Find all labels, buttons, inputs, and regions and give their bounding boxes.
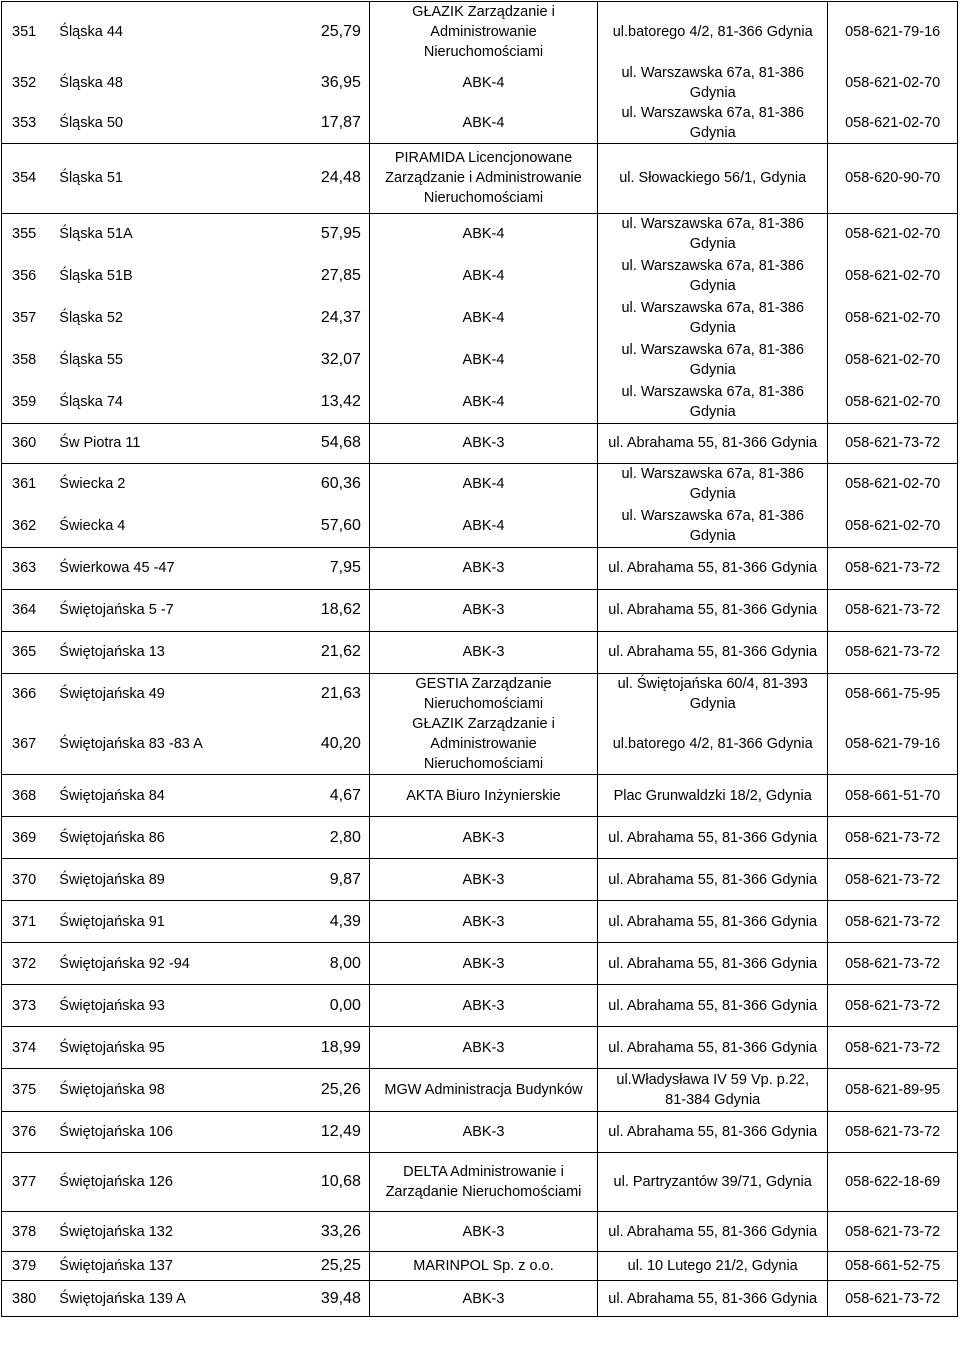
row-number: 355 [2,213,57,255]
administrator [369,339,597,381]
administrator-line: DELTA Administrowanie i [403,1164,564,1180]
admin-address [598,943,828,985]
street-name: Świętojańska 86 [56,817,308,859]
admin-address [598,339,828,381]
area-value: 54,68 [309,423,370,463]
administrator-line: ABK-4 [462,74,505,91]
admin-address [598,1112,828,1153]
area-value: 33,26 [309,1212,370,1252]
admin-address [598,297,828,339]
admin-address-line: ul. Abrahama 55, 81-366 Gdynia [608,829,818,846]
phone-number: 058-621-02-70 [828,381,958,423]
administrator-line: ABK-3 [462,1290,505,1307]
admin-address [598,423,828,463]
table-row [2,1212,958,1252]
table-row [2,943,958,985]
area-value: 10,68 [309,1153,370,1212]
administrator-line: Nieruchomościami [423,190,544,206]
area-value: 40,20 [309,714,370,775]
admin-address-line: ul. Abrahama 55, 81-366 Gdynia [608,871,818,888]
admin-address [598,505,828,547]
street-name: Świętojańska 126 [56,1153,308,1212]
phone-number: 058-621-79-16 [828,2,958,63]
street-name: Świętojańska 83 -83 A [56,714,308,775]
table-row [2,901,958,943]
row-number: 378 [2,1212,57,1252]
row-number: 375 [2,1069,57,1112]
area-value: 32,07 [309,339,370,381]
row-number: 368 [2,775,57,817]
administrator-line: ABK-4 [462,393,505,410]
admin-address-line: ul. Abrahama 55, 81-366 Gdynia [608,560,818,576]
phone-number: 058-621-73-72 [828,901,958,943]
administrator [369,297,597,339]
phone-number: 058-621-02-70 [828,505,958,547]
area-value: 25,26 [309,1069,370,1112]
row-number: 361 [2,463,57,505]
administrator-line: ABK-4 [462,517,505,534]
phone-number: 058-620-90-70 [828,143,958,213]
administrator-line: Administrowanie [430,736,537,752]
street-name: Śląska 51 [56,143,308,213]
administrator-line: ABK-3 [462,829,505,846]
administrator-line: Nieruchomościami [423,756,544,772]
administrator [369,943,597,985]
administrator [369,775,597,817]
phone-number: 058-621-02-70 [828,213,958,255]
street-name: Świętojańska 13 [56,631,308,673]
row-number: 369 [2,817,57,859]
phone-number: 058-621-73-72 [828,631,958,673]
admin-address-line: ul. Abrahama 55, 81-366 Gdynia [608,1290,818,1307]
admin-address [598,1252,828,1281]
street-name: Świętojańska 139 A [56,1281,308,1317]
admin-address-line: ul. Abrahama 55, 81-366 Gdynia [608,997,818,1014]
phone-number: 058-661-75-95 [828,673,958,714]
street-name: Świętojańska 98 [56,1069,308,1112]
admin-address-line: ul. Warszawska 67a, 81-386 [621,258,804,274]
table-row [2,1069,958,1112]
administrator [369,103,597,144]
administrator-line: MGW Administracja Budynków [384,1082,583,1098]
admin-address-line: Gdynia [689,695,736,712]
administrator [369,859,597,901]
admin-address-line: ul. Abrahama 55, 81-366 Gdynia [608,955,818,972]
street-name: Świecka 2 [56,463,308,505]
street-name: Śląska 55 [59,352,123,368]
admin-address-line: ul. Warszawska 67a, 81-386 [621,64,804,81]
row-number: 363 [2,547,57,589]
admin-address-line: Gdynia [689,84,736,101]
area-value: 9,87 [309,859,370,901]
admin-address [598,1153,828,1212]
table-row [2,297,958,339]
phone-number: 058-621-73-72 [828,1281,958,1317]
area-value: 24,48 [309,143,370,213]
admin-address-line: Gdynia [689,124,736,141]
area-value: 60,36 [309,463,370,505]
admin-address-line: ul. Warszawska 67a, 81-386 [621,383,804,400]
administrator [369,901,597,943]
area-value: 25,79 [309,2,370,63]
street-name: Świętojańska 95 [56,1027,308,1069]
area-value: 57,95 [309,213,370,255]
administrator [369,1112,597,1153]
administrator [369,547,597,589]
administrator [369,143,597,213]
admin-address [598,103,828,144]
street-name: Św Piotra 11 [56,423,308,463]
street-name: Śląska 51B [59,268,133,284]
area-value: 4,39 [309,901,370,943]
street-name: Świętojańska 106 [56,1112,308,1153]
row-number: 356 [2,255,57,297]
administrator [369,1212,597,1252]
administrator [369,381,597,423]
admin-address-line: ul. Świętojańska 60/4, 81-393 [617,675,808,692]
administrator-line: GŁAZIK Zarządzanie i [412,716,555,732]
row-number: 366 [2,673,57,714]
phone-number: 058-621-79-16 [828,714,958,775]
phone-number: 058-621-02-70 [828,103,958,144]
area-value: 12,49 [309,1112,370,1153]
admin-address-line: Gdynia [689,236,736,253]
admin-address [598,1281,828,1317]
administrator-line: Nieruchomościami [423,695,544,712]
street-name: Świętojańska 92 -94 [56,943,308,985]
administrator [369,817,597,859]
phone-number: 058-622-18-69 [828,1153,958,1212]
street-name: Śląska 51A [56,213,308,255]
admin-address-line: ul. Warszawska 67a, 81-386 [621,216,804,233]
admin-address [598,463,828,505]
administrator-line: Zarządzanie i Administrowanie [385,170,582,186]
admin-address [598,901,828,943]
administrator-line: GESTIA Zarządzanie [415,675,552,692]
administrator-line: ABK-3 [462,1223,505,1240]
area-value: 8,00 [309,943,370,985]
phone-number: 058-621-73-72 [828,1112,958,1153]
admin-address-line: Gdynia [689,527,736,544]
administrator [369,463,597,505]
table-row [2,143,958,213]
row-number: 352 [2,63,57,103]
table-row [2,775,958,817]
area-value: 24,37 [309,297,370,339]
phone-number: 058-621-73-72 [828,589,958,631]
row-number: 367 [2,714,57,775]
admin-address [598,1212,828,1252]
admin-address [598,255,828,297]
phone-number: 058-621-02-70 [828,463,958,505]
administrator-line: ABK-4 [462,476,505,493]
administrator-line: ABK-3 [462,644,505,660]
area-value: 21,62 [309,631,370,673]
administrator-line: ABK-3 [462,1039,505,1056]
area-value: 57,60 [309,505,370,547]
row-number: 380 [2,1281,57,1317]
admin-address [598,63,828,103]
phone-number: 058-621-73-72 [828,1212,958,1252]
administrator [369,63,597,103]
area-value: 7,95 [309,547,370,589]
admin-address-line: ul. Warszawska 67a, 81-386 [621,507,804,524]
administrator-line: ABK-3 [462,560,505,576]
administrator-line: ABK-3 [462,435,505,451]
administrator [369,1281,597,1317]
table-row [2,1252,958,1281]
admin-address [598,143,828,213]
row-number: 360 [2,423,57,463]
phone-number: 058-621-89-95 [828,1069,958,1112]
area-value: 17,87 [309,103,370,144]
row-number: 365 [2,631,57,673]
property-table [1,1,958,1317]
admin-address [598,589,828,631]
table-row [2,1281,958,1317]
row-number: 376 [2,1112,57,1153]
admin-address [598,985,828,1027]
area-value: 21,63 [309,673,370,714]
table-row [2,547,958,589]
administrator-line: Nieruchomościami [423,44,544,61]
admin-address-line: ul. Warszawska 67a, 81-386 [621,300,804,316]
administrator [369,2,597,63]
street-name: Śląska 50 [56,103,308,144]
street-name: Świętojańska 93 [56,985,308,1027]
property-table-body [2,2,958,1317]
admin-address [598,547,828,589]
administrator [369,631,597,673]
administrator-line: ABK-3 [462,955,505,972]
table-row [2,1027,958,1069]
admin-address-line: ul. Abrahama 55, 81-366 Gdynia [608,913,818,930]
phone-number: 058-621-02-70 [828,297,958,339]
table-row [2,63,958,103]
table-row [2,1112,958,1153]
table-row [2,817,958,859]
table-row [2,985,958,1027]
table-row [2,103,958,144]
administrator-line: ABK-4 [462,114,505,131]
street-name: Świętojańska 132 [56,1212,308,1252]
admin-address [598,1069,828,1112]
administrator-line: ABK-3 [462,602,505,618]
administrator-line: ABK-4 [462,352,505,368]
street-name: Śląska 52 [59,310,123,326]
area-value: 36,95 [309,63,370,103]
admin-address-line: Gdynia [689,362,736,378]
administrator-line: Administrowanie [430,24,537,41]
phone-number: 058-621-73-72 [828,1027,958,1069]
admin-address-line: Gdynia [689,403,736,420]
street-name: Świerkowa 45 -47 [56,547,308,589]
phone-number: 058-661-52-75 [828,1252,958,1281]
table-row [2,2,958,63]
table-row [2,255,958,297]
admin-address-line: ul. Abrahama 55, 81-366 Gdynia [608,435,818,451]
row-number: 359 [2,381,57,423]
administrator [369,1153,597,1212]
administrator-line: ABK-3 [462,913,505,930]
administrator-line: ABK-3 [462,1124,505,1140]
admin-address-line: ul.batorego 4/2, 81-366 Gdynia [612,736,813,752]
table-row [2,1153,958,1212]
phone-number: 058-621-73-72 [828,817,958,859]
phone-number: 058-661-51-70 [828,775,958,817]
area-value: 18,99 [309,1027,370,1069]
phone-number: 058-621-73-72 [828,423,958,463]
admin-address-line: ul. 10 Lutego 21/2, Gdynia [627,1258,798,1274]
area-value: 27,85 [309,255,370,297]
administrator-line: Zarządanie Nieruchomościami [385,1184,582,1200]
table-row [2,714,958,775]
admin-address-line: ul.Władysława IV 59 Vp. p.22, [616,1072,810,1088]
area-value: 25,25 [309,1252,370,1281]
admin-address-line: ul. Warszawska 67a, 81-386 [621,104,804,121]
area-value: 18,62 [309,589,370,631]
row-number: 372 [2,943,57,985]
admin-address-line: ul. Abrahama 55, 81-366 Gdynia [608,602,818,618]
street-name: Śląska 48 [59,74,123,91]
row-number: 353 [2,103,57,144]
admin-address [598,631,828,673]
admin-address [598,673,828,714]
row-number: 371 [2,901,57,943]
admin-address [598,2,828,63]
admin-address-line: ul. Warszawska 67a, 81-386 [621,466,804,483]
area-value: 0,00 [309,985,370,1027]
street-name: Świętojańska 91 [56,901,308,943]
admin-address-line: Gdynia [689,278,736,294]
row-number: 377 [2,1153,57,1212]
administrator [369,505,597,547]
row-number: 362 [2,505,57,547]
administrator [369,213,597,255]
phone-number: 058-621-02-70 [828,339,958,381]
administrator [369,673,597,714]
table-row [2,381,958,423]
admin-address-line: ul. Abrahama 55, 81-366 Gdynia [608,1223,818,1240]
administrator [369,589,597,631]
table-row [2,673,958,714]
administrator [369,714,597,775]
row-number: 351 [2,2,57,63]
area-value: 39,48 [309,1281,370,1317]
street-name: Śląska 44 [56,2,308,63]
admin-address-line: 81-384 Gdynia [665,1092,761,1108]
administrator-line: ABK-4 [462,268,505,284]
street-name: Świętojańska 137 [56,1252,308,1281]
row-number: 357 [2,297,57,339]
street-name: Świętojańska 84 [56,775,308,817]
administrator [369,1252,597,1281]
admin-address-line: ul. Słowackiego 56/1, Gdynia [619,170,807,186]
street-name: Świętojańska 49 [56,673,308,714]
admin-address-line: ul. Abrahama 55, 81-366 Gdynia [608,644,818,660]
administrator-line: GŁAZIK Zarządzanie i [412,4,555,21]
administrator-line: ABK-3 [462,871,505,888]
admin-address [598,817,828,859]
admin-address-line: ul. Partryzantów 39/71, Gdynia [613,1174,812,1190]
phone-number: 058-621-73-72 [828,985,958,1027]
administrator-line: AKTA Biuro Inżynierskie [406,787,561,804]
administrator [369,1069,597,1112]
phone-number: 058-621-02-70 [828,255,958,297]
admin-address [598,714,828,775]
street-name: Śląska 74 [56,381,308,423]
administrator-line: PIRAMIDA Licencjonowane [394,150,573,166]
administrator-line: MARINPOL Sp. z o.o. [413,1258,554,1274]
table-row [2,339,958,381]
admin-address-line: ul.batorego 4/2, 81-366 Gdynia [612,24,813,41]
area-value: 4,67 [309,775,370,817]
phone-number: 058-621-02-70 [828,63,958,103]
row-number: 354 [2,143,57,213]
admin-address [598,213,828,255]
administrator [369,985,597,1027]
administrator [369,1027,597,1069]
admin-address [598,1027,828,1069]
row-number: 358 [2,339,57,381]
phone-number: 058-621-73-72 [828,547,958,589]
admin-address-line: ul. Warszawska 67a, 81-386 [621,342,804,358]
phone-number: 058-621-73-72 [828,859,958,901]
admin-address [598,775,828,817]
admin-address-line: Plac Grunwaldzki 18/2, Gdynia [613,787,812,804]
row-number: 370 [2,859,57,901]
table-row [2,589,958,631]
table-row [2,423,958,463]
administrator-line: ABK-3 [462,997,505,1014]
row-number: 379 [2,1252,57,1281]
admin-address-line: ul. Abrahama 55, 81-366 Gdynia [608,1039,818,1056]
table-row [2,859,958,901]
admin-address-line: Gdynia [689,486,736,503]
row-number: 374 [2,1027,57,1069]
admin-address [598,381,828,423]
admin-address [598,859,828,901]
table-row [2,463,958,505]
street-name: Świętojańska 5 -7 [56,589,308,631]
administrator-line: ABK-4 [462,310,505,326]
admin-address-line: ul. Abrahama 55, 81-366 Gdynia [608,1124,818,1140]
row-number: 364 [2,589,57,631]
area-value: 2,80 [309,817,370,859]
table-row [2,631,958,673]
table-row [2,213,958,255]
phone-number: 058-621-73-72 [828,943,958,985]
administrator-line: ABK-4 [462,226,505,243]
street-name: Świętojańska 89 [56,859,308,901]
table-row [2,505,958,547]
street-name: Świecka 4 [56,505,308,547]
admin-address-line: Gdynia [689,320,736,336]
administrator [369,423,597,463]
area-value: 13,42 [309,381,370,423]
administrator [369,255,597,297]
row-number: 373 [2,985,57,1027]
